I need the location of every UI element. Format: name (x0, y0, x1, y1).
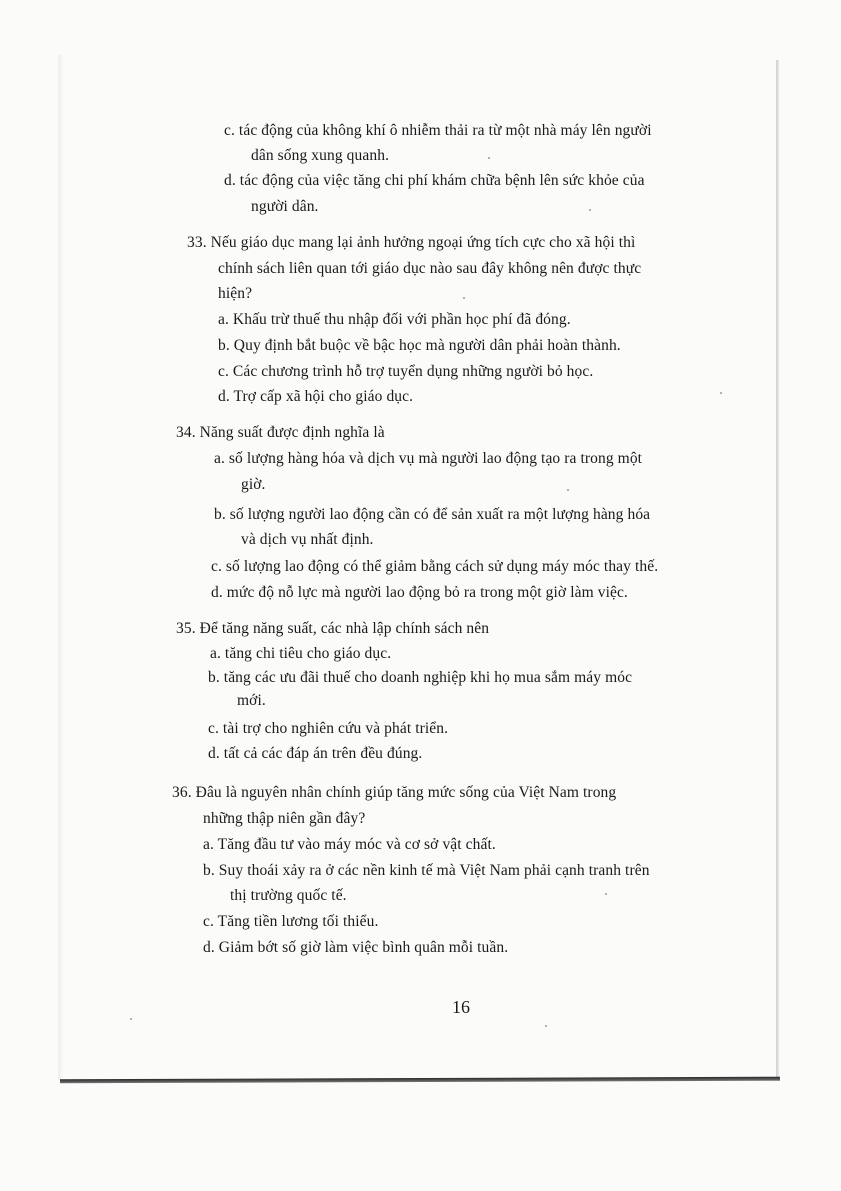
answer-continuation: giờ. (241, 476, 266, 493)
page-number: 16 (452, 997, 470, 1017)
answer-a: a. Tăng đầu tư vào máy móc và cơ sở vật chất. (203, 836, 496, 853)
answer-d: d. Trợ cấp xã hội cho giáo dục. (218, 388, 414, 405)
question-33: 33. Nếu giáo dục mang lại ảnh hưởng ngoại ứng tích cực cho xã hội thì (187, 234, 636, 251)
answer-b: b. tăng các ưu đãi thuế cho doanh nghiệp khi họ mua sắm máy móc (208, 669, 633, 686)
answer-a: a. số lượng hàng hóa và dịch vụ mà người lao động tạo ra trong một (214, 450, 643, 467)
scan-speck (567, 489, 569, 491)
answer-d: d. tất cả các đáp án trên đều đúng. (208, 745, 423, 762)
scan-speck (589, 209, 591, 211)
question-continuation: chính sách liên quan tới giáo dục nào sau đây không nên được thực (218, 260, 642, 277)
scan-speck (463, 297, 465, 299)
scan-speck (130, 1018, 132, 1020)
scan-speck (720, 392, 722, 394)
answer-continuation: người dân. (251, 198, 319, 215)
answer-b: b. số lượng người lao động cần có để sản xuất ra một lượng hàng hóa (214, 506, 651, 523)
answer-c: c. tác động của không khí ô nhiễm thải ra từ một nhà máy lên người (224, 122, 652, 139)
answer-continuation: và dịch vụ nhất định. (241, 531, 374, 548)
answer-d: d. mức độ nỗ lực mà người lao động bỏ ra trong một giờ làm việc. (211, 584, 628, 601)
question-34: 34. Năng suất được định nghĩa là (176, 424, 385, 441)
scan-speck (545, 1025, 547, 1027)
question-continuation: những thập niên gần đây? (203, 810, 366, 827)
answer-continuation: thị trường quốc tế. (230, 887, 347, 904)
answer-c: c. tài trợ cho nghiên cứu và phát triển. (208, 720, 449, 737)
answer-b: b. Quy định bắt buộc về bậc học mà người dân phải hoàn thành. (218, 337, 621, 354)
answer-d: d. tác động của việc tăng chi phí khám chữa bệnh lên sức khỏe của (224, 172, 645, 189)
answer-continuation: mới. (237, 692, 266, 709)
answer-c: c. Tăng tiền lương tối thiểu. (203, 913, 379, 930)
answer-c: c. số lượng lao động có thể giảm bằng cách sử dụng máy móc thay thế. (211, 558, 659, 575)
scan-speck (605, 893, 607, 895)
answer-a: a. tăng chi tiêu cho giáo dục. (210, 645, 392, 662)
page-left-shadow (58, 55, 64, 1080)
answer-d: d. Giảm bớt số giờ làm việc bình quân mỗi tuần. (203, 939, 509, 956)
page-right-edge (776, 60, 779, 1080)
scan-speck (488, 157, 490, 159)
page-bottom-edge (60, 1077, 780, 1084)
answer-b: b. Suy thoái xảy ra ở các nền kinh tế mà Việt Nam phải cạnh tranh trên (203, 862, 650, 879)
question-35: 35. Để tăng năng suất, các nhà lập chính sách nên (176, 620, 490, 637)
answer-a: a. Khấu trừ thuế thu nhập đối với phần học phí đã đóng. (218, 311, 571, 328)
answer-continuation: dân sống xung quanh. (251, 147, 390, 164)
question-continuation: hiện? (218, 285, 253, 302)
question-36: 36. Đâu là nguyên nhân chính giúp tăng mức sống của Việt Nam trong (172, 784, 617, 801)
answer-c: c. Các chương trình hỗ trợ tuyển dụng những người bỏ học. (218, 363, 594, 380)
